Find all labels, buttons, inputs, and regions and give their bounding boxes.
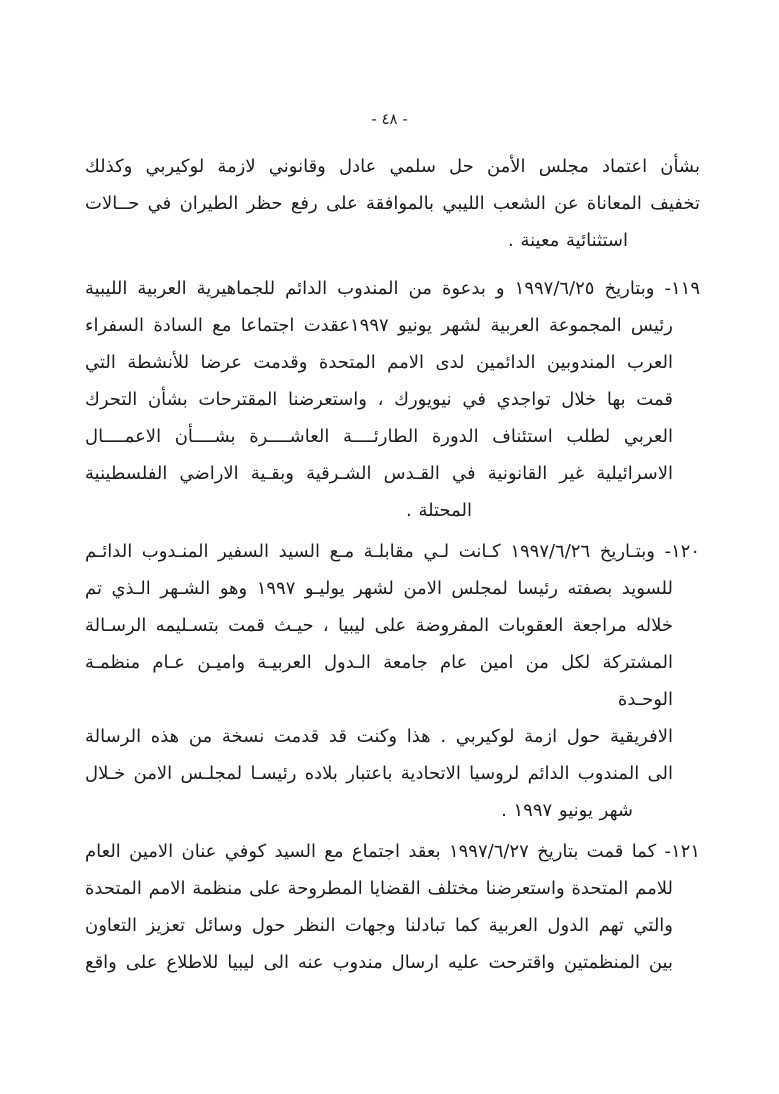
text-line: قمت بها خلال تواجدي في نيويورك ، واستعرضنا المقترحات بشأن التحرك <box>85 389 673 410</box>
text-line: الافريقية حول ازمة لوكيربي . هذا وكنت قد قدمت نسخة من هذه الرسالة <box>85 726 673 747</box>
text-line: والتي تهم الدول العربية كما تبادلنا وجهات النظر حول وسائل تعزيز التعاون <box>85 915 673 936</box>
text-line: ١١٩- وبتاريخ ١٩٩٧/٦/٢٥ و بدعوة من المندوب الدائم للجماهيرية العربية الليبية <box>85 278 700 299</box>
text-line: خلاله مراجعة العقوبات المفروضة على ليبيا ، حيـث قمت بتسـليمه الرسـالة <box>85 615 673 636</box>
text-line: المحتلة . <box>406 500 472 521</box>
document-body <box>85 148 700 985</box>
text-line: استثنائية معينة . <box>508 230 628 251</box>
paragraph-continuation <box>85 148 700 259</box>
text-line: المشتركة لكل من امين عام جامعة الـدول العربيـة واميـن عـام منظمـة الوحـدة <box>85 652 673 710</box>
text-line: الى المندوب الدائم لروسيا الاتحادية باعتبار بلاده رئيسـا لمجلـس الامن خـلال <box>85 763 673 784</box>
text-line: العرب المندوبين الدائمين لدى الامم المتحدة وقدمت عرضا للأنشطة التي <box>85 352 673 373</box>
text-line: تخفيف المعاناة عن الشعب الليبي بالموافقة على رفع حظر الطيران في حــالات <box>85 193 700 214</box>
paragraph-121 <box>85 833 700 981</box>
page-number: - ٤٨ - <box>371 110 408 128</box>
text-line: بين المنظمتين واقترحت عليه ارسال مندوب عنه الى ليبيا للاطلاع على واقع <box>85 952 673 973</box>
text-line: ١٢٠- وبتـاريخ ١٩٩٧/٦/٢٦ كـانت لـي مقابلـة مـع السيد السفير المنـدوب الدائـم <box>85 541 700 562</box>
text-line: للسويد بصفته رئيسا لمجلس الامن لشهر يوليـو ١٩٩٧ وهو الشـهر الـذي تم <box>85 578 674 599</box>
text-line: رئيس المجموعة العربية لشهر يونيو ١٩٩٧عقدت اجتماعا مع السادة السفراء <box>85 315 674 336</box>
text-line: الاسرائيلية غير القانونية في القـدس الشـرقية وبقـية الاراضي الفلسطينية <box>85 463 673 484</box>
paragraph-120 <box>85 533 700 829</box>
text-line: بشأن اعتماد مجلس الأمن حل سلمي عادل وقانوني لازمة لوكيربي وكذلك <box>85 156 700 177</box>
text-line: للامم المتحدة واستعرضنا مختلف القضايا المطروحة على منظمة الامم المتحدة <box>85 878 673 899</box>
text-line: شهر يونيو ١٩٩٧ . <box>501 800 633 821</box>
paragraph-119 <box>85 270 700 529</box>
text-line: العربي لطلب استئناف الدورة الطارئــــة العاشــــرة بشــــأن الاعمــــال <box>85 426 673 447</box>
text-line: ١٢١- كما قمت بتاريخ ١٩٩٧/٦/٢٧ بعقد اجتماع مع السيد كوفي عنان الامين العام <box>85 841 701 862</box>
